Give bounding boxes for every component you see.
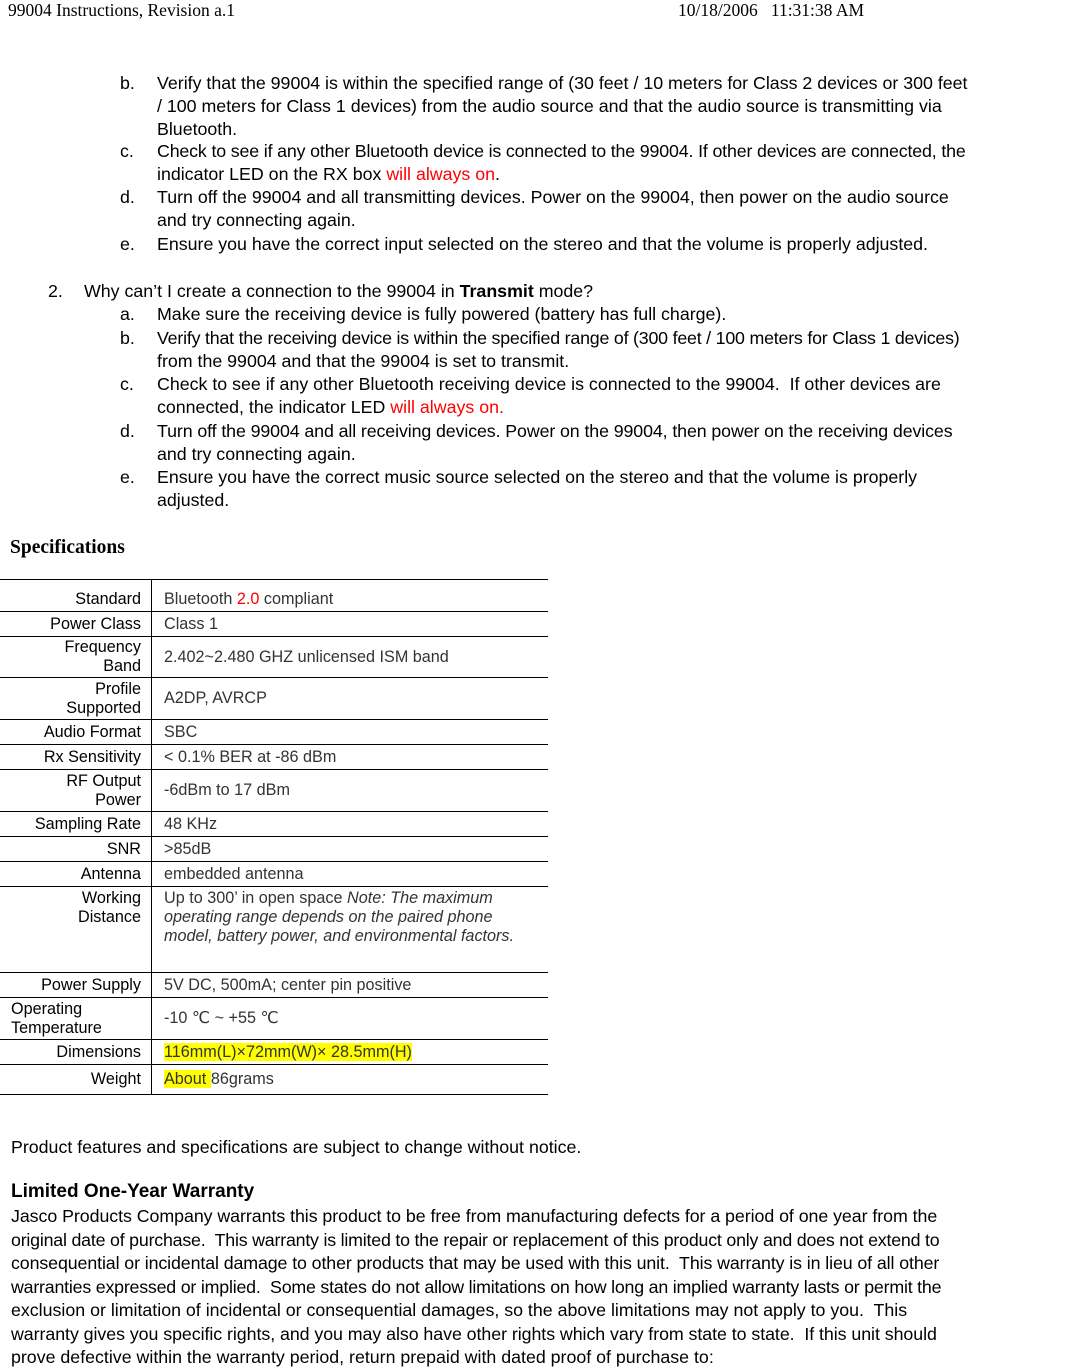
warning-text: will always on. (390, 397, 504, 417)
table-row (0, 745, 548, 770)
table-row (0, 612, 548, 637)
spec-table (0, 579, 548, 1095)
list-line: Make sure the receiving device is fully powered (battery has full charge). (157, 304, 727, 324)
table-row (0, 887, 548, 973)
table-row (0, 1040, 548, 1065)
list-line: Turn off the 99004 and all transmitting devices. Power on the 99004, then power on the audio source (157, 187, 949, 207)
table-row (0, 637, 548, 678)
spec-key: Power Supply (0, 973, 152, 998)
list-line: connected, the indicator LED will always on. (157, 397, 504, 417)
list-marker: e. (120, 467, 135, 487)
list-line: / 100 meters for Class 1 devices) from the audio source and that the audio source is transmitting via (157, 96, 942, 116)
spec-key: Standard (0, 580, 152, 612)
list-line: Bluetooth. (157, 119, 238, 139)
list-marker: a. (120, 304, 135, 324)
table-row (0, 998, 548, 1040)
table-row (0, 580, 548, 612)
table-row (0, 720, 548, 745)
warranty-line: warranty gives you specific rights, and you may also have other rights which vary from state to state. If this unit should (11, 1323, 937, 1344)
list-line: Check to see if any other Bluetooth receiving device is connected to the 99004. If other devices are (157, 374, 941, 394)
spec-key: Power Class (0, 612, 152, 637)
list-line: Turn off the 99004 and all receiving devices. Power on the 99004, then power on the receiving devices (157, 421, 953, 441)
mode-name: Transmit (459, 281, 534, 301)
spec-key: Weight (0, 1065, 152, 1095)
list-line: and try connecting again. (157, 444, 356, 464)
spec-value: 5V DC, 500mA; center pin positive (152, 973, 549, 998)
table-row (0, 1065, 548, 1095)
question-text: Why can’t I create a connection to the 99004 in Transmit mode? (84, 281, 594, 301)
warranty-line: prove defective within the warranty period, return prepaid with dated proof of purchase to: (11, 1347, 714, 1367)
list-marker: c. (120, 141, 134, 161)
table-row (0, 770, 548, 812)
document-timestamp: 10/18/2006 11:31:38 AM (678, 0, 865, 20)
spec-value: Bluetooth 2.0 compliant (152, 580, 549, 612)
spec-key: Antenna (0, 862, 152, 887)
spec-value: -10 ℃ ~ +55 ℃ (152, 998, 549, 1040)
list-marker: d. (120, 421, 135, 441)
table-row (0, 862, 548, 887)
warning-text: will always on (386, 164, 496, 184)
warranty-line: consequential or incidental damage to other products that may be used with this unit. This warranty is in lieu of all other (11, 1253, 940, 1273)
list-line: and try connecting again. (157, 210, 356, 230)
warranty-line: warranties expressed or implied. Some states do not allow limitations on how long an implied warranty lasts or permit the (11, 1276, 942, 1297)
list-line: Check to see if any other Bluetooth device is connected to the 99004. If other devices are connected, the (157, 141, 966, 161)
list-line: adjusted. (157, 490, 230, 510)
list-marker: c. (120, 374, 134, 394)
spec-value: embedded antenna (152, 862, 549, 887)
list-line: from the 99004 and that the 99004 is set to transmit. (157, 351, 570, 371)
section-heading: Specifications (10, 537, 125, 558)
spec-key: Dimensions (0, 1040, 152, 1065)
spec-value: 2.402~2.480 GHZ unlicensed ISM band (152, 637, 549, 678)
list-line: Verify that the 99004 is within the specified range of (30 feet / 10 meters for Class 2 devices or 300 feet (157, 73, 968, 93)
spec-value: < 0.1% BER at -86 dBm (152, 745, 549, 770)
list-line: Ensure you have the correct music source selected on the stereo and that the volume is properly (157, 467, 918, 487)
list-line: indicator LED on the RX box will always on. (157, 164, 500, 184)
list-marker: d. (120, 187, 135, 207)
highlighted-text: About (164, 1070, 211, 1088)
page-header (8, 0, 1068, 26)
table-row (0, 973, 548, 998)
table-row (0, 678, 548, 720)
spec-value (152, 1040, 549, 1065)
spec-value: Class 1 (152, 612, 549, 637)
spec-key: Rx Sensitivity (0, 745, 152, 770)
spec-value: A2DP, AVRCP (152, 678, 549, 720)
document-title: 99004 Instructions, Revision a.1 (8, 0, 235, 20)
spec-note: Note: The maximum operating range depends on the paired phone model, battery power, and environmental factors. (164, 889, 515, 945)
list-marker: b. (120, 73, 135, 93)
list-line: Verify that the receiving device is within the specified range of (300 feet / 100 meters for Class 1 devices) (157, 328, 960, 348)
spec-notice: Product features and specifications are subject to change without notice. (11, 1137, 582, 1157)
warranty-line: Jasco Products Company warrants this product to be free from manufacturing defects for a period of one year from the (11, 1206, 938, 1226)
spec-key: Frequency Band (0, 637, 152, 678)
warranty-line: original date of purchase. This warranty is limited to the repair or replacement of this product only and does not extend to (11, 1229, 940, 1250)
spec-value: SBC (152, 720, 549, 745)
list-marker: b. (120, 328, 135, 348)
spec-key: RF Output Power (0, 770, 152, 812)
highlighted-text: 116mm(L)×72mm(W)× 28.5mm(H) (164, 1042, 412, 1061)
list-marker: e. (120, 234, 135, 254)
spec-value: -6dBm to 17 dBm (152, 770, 549, 812)
spec-key: Working Distance (0, 887, 152, 973)
spec-key: SNR (0, 837, 152, 862)
spec-key: Operating Temperature (0, 998, 152, 1040)
spec-value: Up to 300’ in open space Note: The maximum operating range depends on the paired phone model, battery power, and environmental factors. (152, 887, 549, 973)
spec-key: Sampling Rate (0, 812, 152, 837)
list-line: Ensure you have the correct input selected on the stereo and that the volume is properly adjusted. (157, 234, 928, 254)
spec-key: Profile Supported (0, 678, 152, 720)
spec-value: >85dB (152, 837, 549, 862)
spec-value: 48 KHz (152, 812, 549, 837)
table-row (0, 812, 548, 837)
spec-key: Audio Format (0, 720, 152, 745)
list-marker: 2. (48, 281, 63, 301)
warranty-text (11, 1205, 1076, 1370)
table-row (0, 837, 548, 862)
warranty-line: exclusion or limitation of incidental or consequential damages, so the above limitations may not apply to you. This (11, 1300, 908, 1320)
spec-value: About 86grams (152, 1065, 549, 1095)
warranty-heading: Limited One-Year Warranty (11, 1181, 255, 1202)
